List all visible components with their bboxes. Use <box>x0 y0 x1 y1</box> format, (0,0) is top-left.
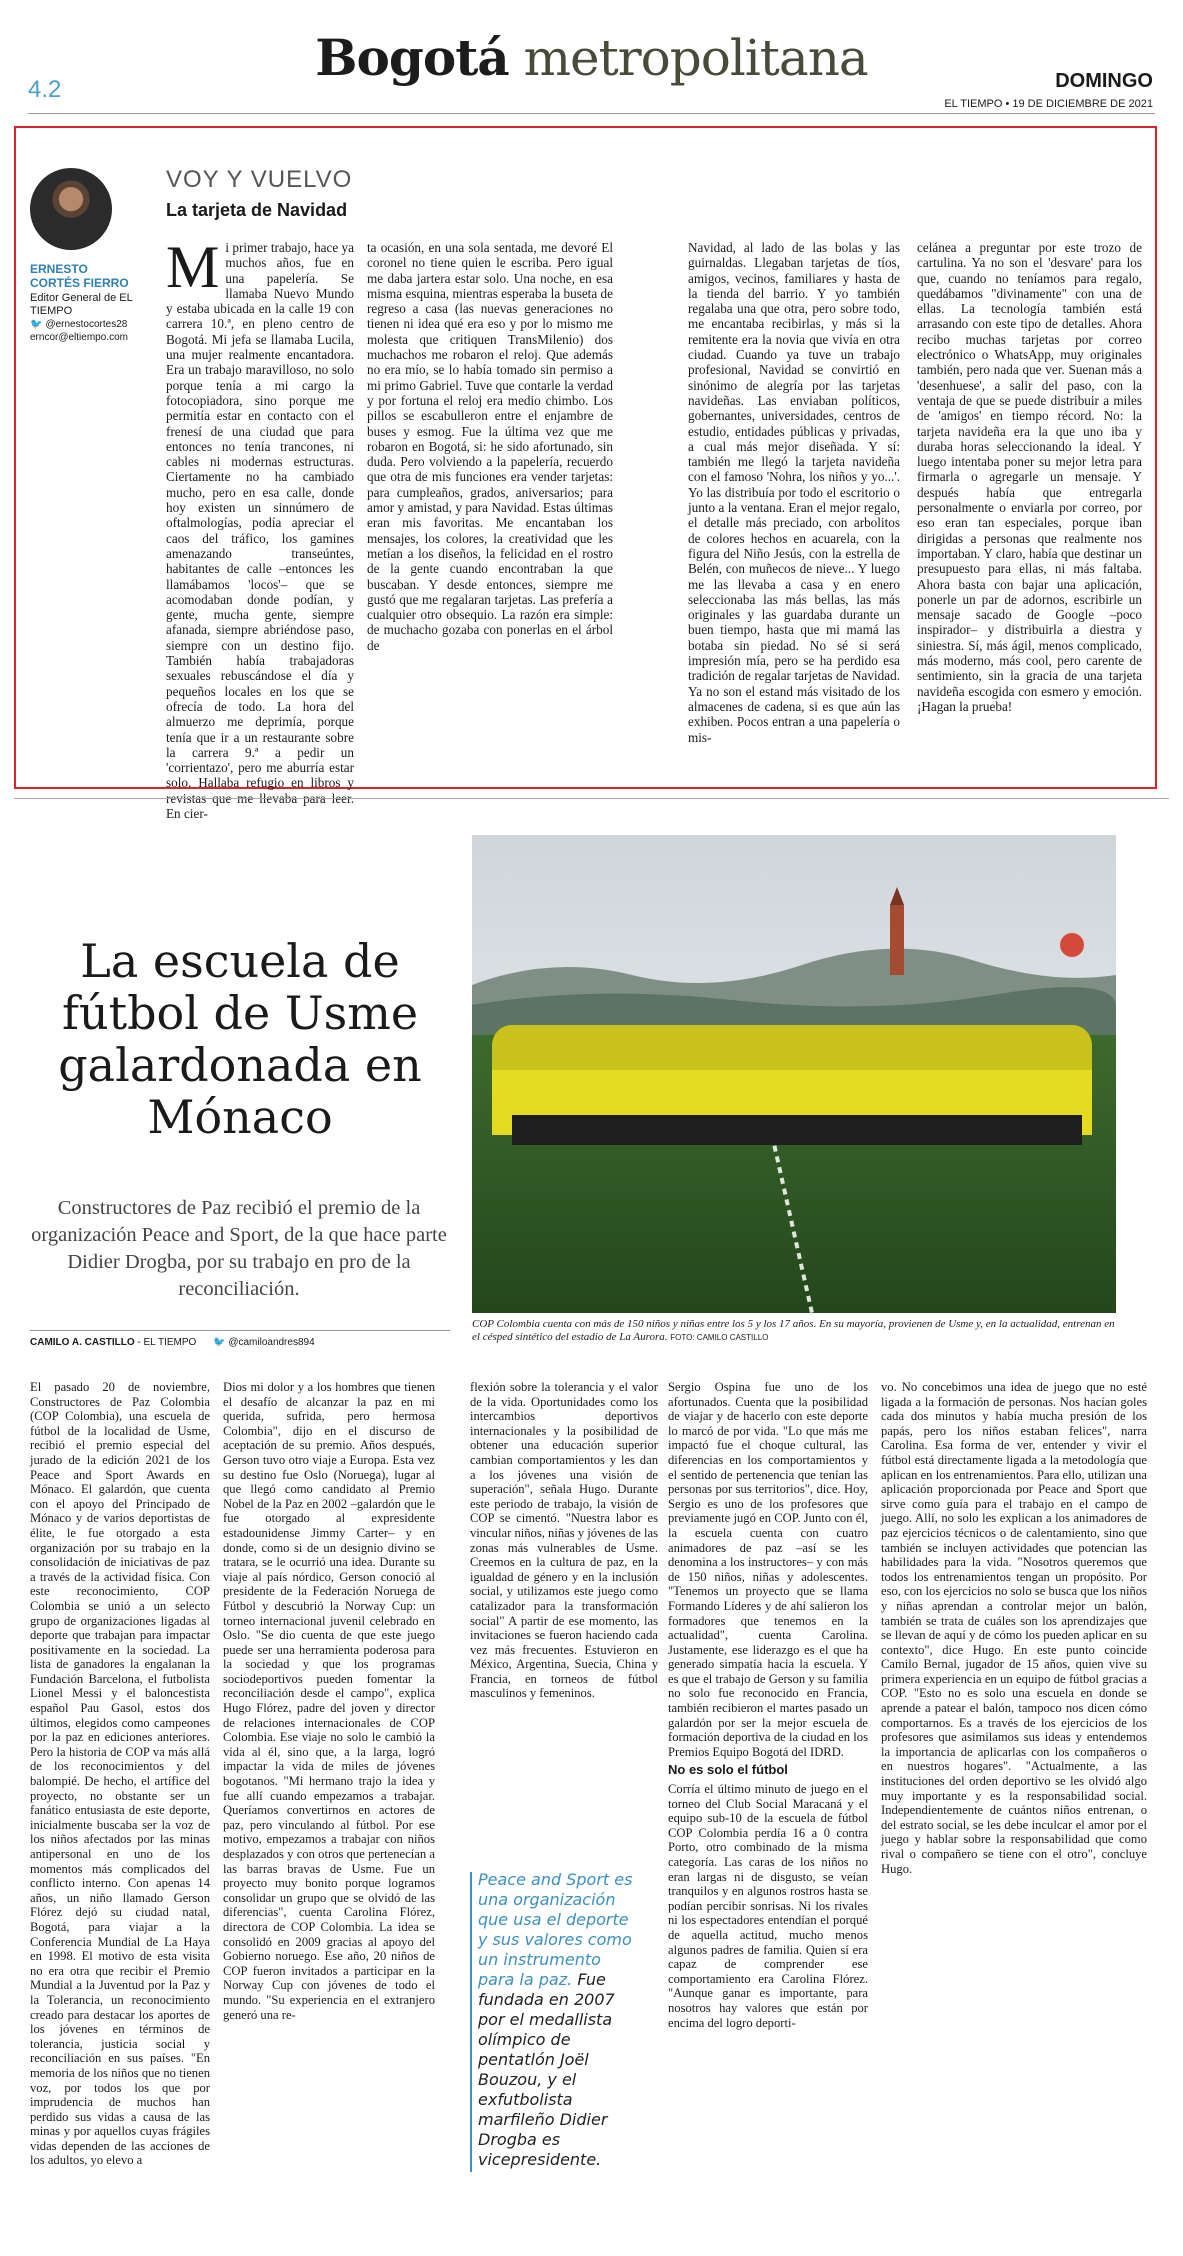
author-avatar <box>30 168 112 250</box>
author-name: ERNESTO CORTÉS FIERRO <box>30 262 129 290</box>
drop-cap: M <box>166 234 220 300</box>
column-text-2: ta ocasión, en una sola sentada, me devoré El coronel no tiene quien le escriba. Pero igual me daba jartera estar solo. Una noche, en esa misma esquina, mientras esperaba la buseta de regreso a casa (las nuevas generaciones no tienen ni idea qué era eso y por lo mismo me molesta que critiquen TransMilenio) dos muchachos me robaron el reloj. Que además no era mío, se lo había tomado sin permiso a mi primo Gabriel. Tuve que contarle la verdad y por fortuna el reloj era medio chimbo. Los pillos se escabulleron entre el enjambre de buses y esmog. Fue la última vez que me robaron en Bogotá, si: he sido afortunado, sin duda. Pero volviendo a la papelería, recuerdo que otra de mis funciones era vender tarjetas: para cumpleaños, grados, aniversarios; para amor y amistad, y para Navidad. Estas últimas eran mis favoritas. Me encantaban los mensajes, los colores, la creatividad que les metían a los diseños, la felicidad en el rostro de la gente cuando encontraban la que buscaban. Y desde entonces, siempre me gustó que me regalaran tarjetas. Las prefería a cualquier otro obsequio. La razón era simple: de muchacho gozaba con ponerlas en el árbol de <box>367 240 613 653</box>
section-label: VOY Y VUELVO <box>166 166 353 193</box>
byline-twitter[interactable]: 🐦 @camiloandres894 <box>213 1337 315 1348</box>
author-twitter[interactable]: 🐦 @ernestocortes28 <box>30 319 128 330</box>
article-column-4: Sergio Ospina fue uno de los afortunados. Cuenta que la posibilidad de viajar y de hacerlo con este deporte lo marcó de por vida. "Lo que más me impactó fue el choque cultural, las diferencias en los comportamientos y el sentido de pertenencia que tenían las personas por sus territorios", dice. Hoy, Sergio es uno de los profesores que previamente jugó en COP. Junto con él, la escuela cuenta con cuatro animadores de paz –así se les denomina a los instructores– y con más de 150 niños, niñas y adolescentes. "Tenemos un proyecto que se llama Formando Líderes y de ahí salieron los formadores que tenemos en la actualidad", cuenta Carolina. Justamente, ese liderazgo es el que ha generado simpatía hacia la escuela. Y es que el trabajo de Gerson y su familia no solo fue reconocido en Francia, también recibieron el martes pasado un galardón por ser la mejor escuela de formación deportiva de la ciudad en los Premios Equipo Bogotá del IDRD. No es solo el fútbol Corría el último minuto de juego en el torneo del Club Social Maracaná y el equipo sub-10 de la escuela de fútbol COP Colombia perdía 16 a 0 contra Porto, otro combinado de la misma categoría. Las caras de los niños no eran largas ni de disgusto, se veían tranquilos y en algunos rostros hasta se podían percibir sonrisas. Ni los rivales ni los espectadores entendían el porqué de aquella actitud, mucho menos algunos padres de familia. Quien sí era capaz de comprender ese comportamiento era Carolina Flórez. "Aunque ganar es importante, para nosotros hay valores que están por encima del logro deporti- <box>668 1380 868 2030</box>
byline-org: - EL TIEMPO <box>134 1337 197 1348</box>
header-rule <box>28 113 1155 114</box>
photo-credit: FOTO: CAMILO CASTILLO <box>670 1333 769 1342</box>
dateline: EL TIEMPO • 19 DE DICIEMBRE DE 2021 <box>944 98 1153 110</box>
pull-quote-part-2: Fue fundada en 2007 por el medallista olímpico de pentatlón Joël Bouzou, y el exfutbolista marfileño Didier Drogba es vicepresidente. <box>478 1970 615 2169</box>
article-subhead: No es solo el fútbol <box>668 1762 788 1778</box>
twitter-icon: 🐦 <box>213 1337 226 1348</box>
masthead-title-rest: metropolitana <box>523 29 868 87</box>
article-deck: Constructores de Paz recibió el premio de la organización Peace and Sport, de la que hace parte Didier Drogba, por su trabajo en pro de la reconciliación. <box>31 1197 447 1300</box>
article-column-1: El pasado 20 de noviembre, Constructores de Paz Colombia (COP Colombia), una escuela de fútbol de la localidad de Usme, recibió el premio especial del jurado de la edición 2021 de los Peace and Sport Awards en Mónaco. El galardón, que cuenta con el apoyo del Principado de Mónaco y de varios deportistas de élite, le fue otorgado a esta organización por su trabajo en la consolidación de iniciativas de paz a través de la actividad física. Con este reconocimiento, COP Colombia se unió a un selecto grupo de organizaciones ligadas al deporte que trabajan para impactar positivamente en la sociedad. La lista de ganadores la engalanan la Fundación Barcelona, el futbolista Lionel Messi y el baloncestista español Pau Gasol, estos dos últimos, elegidos como campeones por la paz en ediciones anteriores. Pero la historia de COP va más allá de los reconocimientos y del balompié. De hecho, el artífice del proyecto, no obstante ser un fanático entusiasta de este deporte, inicialmente buscaba ser la voz de los niños afectados por las minas antipersonal en uno de los momentos más complicados del conflicto interno. Con apenas 14 años, un niño llamado Gerson Flórez dejó su ciudad natal, Bogotá, para viajar a la Conferencia Mundial de La Haya en 1998. El motivo de esta visita no era otra que recibir el Premio Mundial a la Juventud por la Paz y la Tolerancia, un reconocimiento creado para destacar los aportes de los jóvenes en términos de tolerancia, justicia social y reconciliación en sus países. "En memoria de los niños que no tienen voz, por todos los que por imprudencia de muchos han perdido sus vidas a causa de las minas y por aquellos cuyas frágiles vidas dependen de las acciones de los adultos, yo elevo a <box>30 1380 210 2168</box>
pull-quote-part-1: Peace and Sport es una organización que usa el deporte y sus valores como un instrumento para la paz. <box>478 1870 633 1989</box>
twitter-icon: 🐦 <box>30 319 43 330</box>
page-number: 4.2 <box>28 76 62 103</box>
column-title: La tarjeta de Navidad <box>166 200 348 220</box>
masthead-title <box>0 28 1183 87</box>
masthead-title-bold: Bogotá <box>315 28 509 87</box>
author-contact <box>30 318 150 344</box>
column-text-3: Navidad, al lado de las bolas y las guirnaldas. Llegaban tarjetas de tíos, amigos, vecinos, familiares y hasta de la tienda del barrio. Y yo también regalaba una que otra, pero sobre todo, me encantaba recibirlas, y más si la remitente era la novia que vivía en otra ciudad. Cuando ya tuve un trabajo profesional, Navidad se convirtió en sinónimo de alegría por las tarjetas navideñas. Las enviaban políticos, gobernantes, universidades, centros de estudio, entidades públicas y privadas, a cual más mejor diseñada. Y sí: también me llegó la tarjeta navideña con el famoso 'Nohra, los niños y yo...'. Yo las distribuía por todo el escritorio o junto a la ventana. Eran el mejor regalo, el detalle más preciado, con arbolitos de colores hechos en acuarela, con la figura del Niño Jesús, con la estrella de Belén, con muñecos de nieve... Y luego me las llevaba a casa y en enero seleccionaba las más bellas, las más originales y las guardaba durante un buen tiempo, hasta que mi mamá las botaba sin piedad. No sé si será impresión mía, pero se ha perdido esa tradición de regalar tarjetas de Navidad. Ya no son el estand más visitado de los almacenes de cadena, si es que aún las exhiben. Pocos entran a una papelería o mis- <box>688 240 900 745</box>
column-text-1: Mi primer trabajo, hace ya muchos años, fue en una papelería. Se llamaba Nuevo Mundo y estaba ubicada en la calle 19 con carrera 10.ª, en pleno centro de Bogotá. Mi jefa se llamaba Lucila, una mujer realmente encantadora. Era un trabajo maravilloso, no solo porque tenía a mi cargo la fotocopiadora, sino porque me permitía estar en contacto con el frenesí de una ciudad que para entonces no tenía trancones, ni cables ni modernas estructuras. Ciertamente no ha cambiado mucho, pero en esa calle, donde hoy existen un sinnúmero de oftalmologías, podía apreciar el caos del tráfico, los gamines amenazando transeúntes, habitantes de calle –entonces les llamábamos 'locos'– que se acomodaban donde podían, y gente, mucha gente, siempre afanada, siempre abriéndose paso, siempre con un destino fijo. También había trabajadoras sexuales rebuscándose el día y pequeños locales en los que se ofrecía de todo. La hora del almuerzo me deprimía, porque tenía que ir a un restaurante sobre la carrera 9.ª a pedir un 'corrientazo', pero me aburría estar solo. Hallaba refugio en libros y revistas que me llevaba para leer. En cier- <box>166 234 354 821</box>
article-column-3: flexión sobre la tolerancia y el valor de la vida. Oportunidades como los intercambios deportivos internacionales y la posibilidad de obtener una educación superior cambian comportamientos y les dan a los jóvenes una visión de superación", señala Hugo. Durante este periodo de trabajo, la visión de COP se cimentó. "Nuestra labor es vincular niños, niñas y jóvenes de las zonas más vulnerables de Usme. Creemos en la cultura de paz, en la igualdad de género y en la inclusión social, y utilizamos este juego como catalizador para la transformación social" A partir de ese momento, las invitaciones se fueron haciendo cada vez más frecuentes. Estuvieron en México, Argentina, Suecia, China y Francia, en torneos de fútbol masculinos y femeninos. <box>470 1380 658 1701</box>
article-column-2: Dios mi dolor y a los hombres que tienen el desafío de alcanzar la paz en mi querida, sufrida, pero hermosa Colombia", dijo en el discurso de aceptación de su premio. Años después, Gerson tuvo otro viaje a Europa. Esta vez su destino fue Oslo (Noruega), lugar al que llegó como candidato al Premio Nobel de la Paz en 2002 –galardón que le fue otorgado al expresidente estadounidense Jimmy Carter– y en donde, como si de un designio divino se tratara, se le ocurrió una idea. Durante su viaje al país nórdico, Gerson conoció al presidente de la Federación Noruega de Fútbol y descubrió la Norway Cup: un torneo internacional juvenil celebrado en Oslo. "Se dio cuenta de que este juego puede ser una herramienta poderosa para la sociedad y que los programas sociodeportivos pueden fomentar la reconciliación desde el campo", explica Hugo Flórez, padre del joven y director de relaciones internacionales de COP Colombia. Ese viaje no solo le cambió la vida al él, sino que, a la larga, logró impactar la vida de miles de jóvenes bogotanos. "Mi hermano trajo la idea y fue allí cuando empezamos a trabajar. Queríamos convertirnos en actores de paz, pero vinculando al fútbol. Por ese motivo, empezamos a trabajar con niños desplazados y con otros que pertenecían a las barras bravas de Usme. Fue un proyecto muy bonito porque logramos consolidar un grupo que se olvidó de las diferencias", cuenta Carolina Flórez, directora de COP Colombia. La idea se consolidó en 2009 gracias al apoyo del Gobierno noruego. Ese año, 20 niños de COP fueron invitados a participar en la Norway Cup con jóvenes de todo el mundo. "Su experiencia en el extranjero generó una re- <box>223 1380 435 2022</box>
team-photo-illustration <box>472 835 1116 1313</box>
day-label: DOMINGO <box>1055 70 1153 92</box>
column-text-4: celánea a preguntar por este trozo de cartulina. Ya no son el 'desvare' para los que, cuando no teníamos para regalo, quedábamos "divinamente" con una de ellas. La tecnología también está arrasando con este tipo de detalles. Ahora recibo muchas tarjetas por correo electrónico o WhatsApp, muy originales también, pero nada que ver. Suenan más a 'desenhuese', a salir del paso, con la ventaja de que se puede distribuir a miles de 'amigos' en tiempo récord. No: la tarjeta navideña era la que uno iba y duraba horas seleccionando la ideal. Y luego intentaba poner su mejor letra para firmarla o agregarle un mensaje. Y después había que entregarla personalmente o enviarla por correo, por eso eran tan especiales, porque iban dirigidas a personas que realmente nos importaban. Y claro, había que destinar un presupuesto para ellas, ni más faltaba. Ahora basta con bajar una aplicación, ponerle un par de adornos, escribirle un mensaje sacado de Google –poco inspirador– y distribuirla a diestra y siniestra. Sí, más ágil, menos complicado, más moderno, más cool, pero carente de sentimiento, sin la gracia de una tarjeta navideña escogida con esmero y emoción. ¡Hagan la prueba! <box>917 240 1142 714</box>
photo-caption: COP Colombia cuenta con más de 150 niños y niñas entre los 5 y los 17 años. En su mayoría, provienen de Usme y, en la actualidad, entrenan en el césped sintético del estadio de La Aurora. FOTO: CAMILO CASTILLO <box>472 1318 1115 1343</box>
pull-quote-bar <box>470 1872 472 2172</box>
pull-quote <box>478 1870 636 2170</box>
team-photo <box>472 835 1116 1313</box>
author-email[interactable]: erncor@eltiempo.com <box>30 332 128 343</box>
article-column-5: vo. No concebimos una idea de juego que no esté ligada a la formación de personas. Nos hacían goles cada dos minutos y había mucha presión de los papás, pero los niños estaban felices", narra Carolina. Esa forma de ver, entender y vivir el fútbol está directamente ligada a la metodología que aplican en los entrenamientos. Para ello, utilizan una aplicación proporcionada por Peace and Sport que sirve como guía para el trabajo en el campo de juego. Allí, no solo les explican a los animadores de paz ejercicios técnicos o de calentamiento, sino que también se incluyen actividades que potencian las habilidades para la vida. "Nosotros queremos que todos los entrenamientos tengan un propósito. Por eso, con los ejercicios no solo se busca que los niños y niñas aprendan a controlar mejor un balón, también se trata de cuáles son los aprendizajes que se llevan de aquí y de cómo los pueden aplicar en su contexto", dice Hugo. En este punto coincide Camilo Bernal, jugador de 15 años, quien vive su primera experiencia en un equipo de fútbol gracias a COP. "Esto no es solo una escuela en donde se aprende a patear el balón, tampoco nos dicen cómo comportarnos. Es a través de los ejercicios de los profesores que asimilamos sus ideas y entendemos la importancia de aplicarlas con los compañeros o en nuestros hogares". "Actualmente, a las instituciones del orden deportivo se les olvidó algo muy importante y es la responsabilidad social. Independientemente de cuántos niños entrenan, o del estrato social, se les debe inculcar el amor por el juego y hablar sobre la responsabilidad que como rival o compañero se tiene con el otro", concluye Hugo. <box>881 1380 1147 1876</box>
article-byline <box>30 1330 450 1348</box>
section-separator <box>14 798 1169 799</box>
byline-name: CAMILO A. CASTILLO <box>30 1337 135 1348</box>
article-headline: La escuela de fútbol de Usme galardonada en Mónaco <box>58 934 422 1144</box>
author-role: Editor General de EL TIEMPO <box>30 292 133 317</box>
